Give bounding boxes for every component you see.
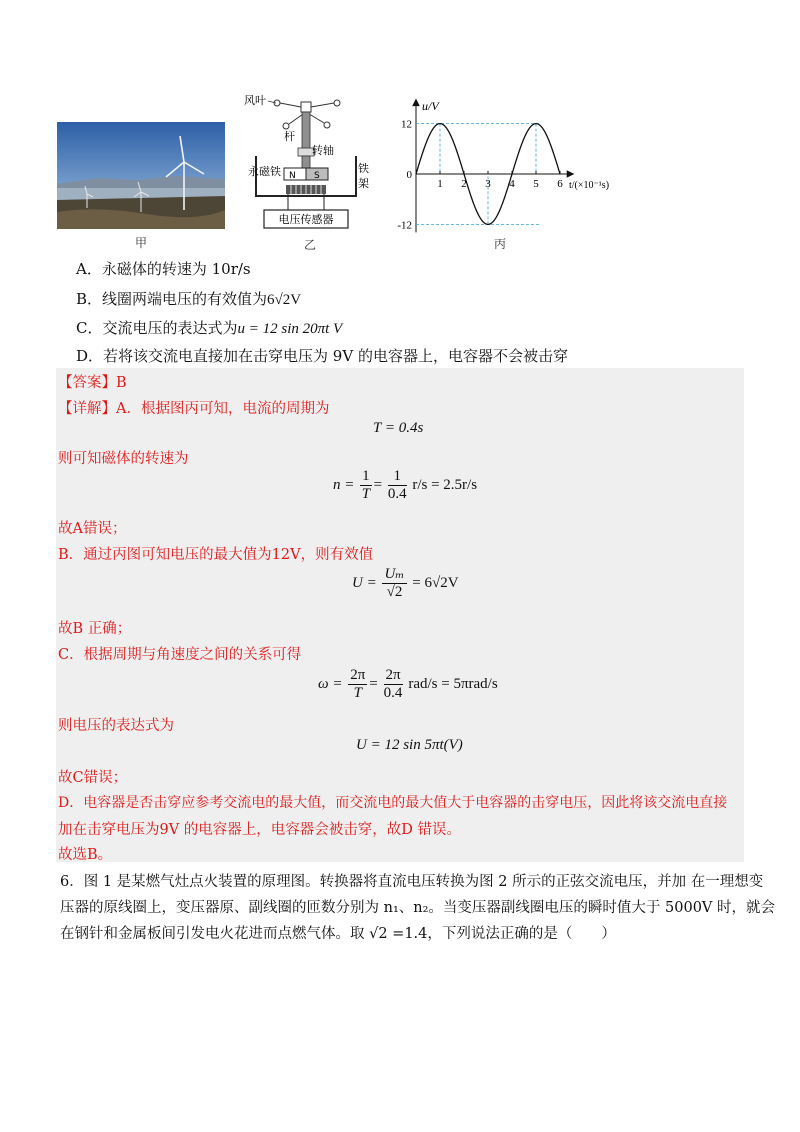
omega-frac-2 (384, 667, 403, 702)
figure-caption-jia: 甲 (134, 236, 147, 250)
rms-rhs: = 6√2V (412, 574, 459, 591)
figure-caption-bing: 丙 (493, 237, 506, 251)
omega-frac-1 (348, 667, 367, 702)
speed-intro: 则可知磁体的转速为 (58, 451, 189, 467)
question-6-line-3: 在钢针和金属板间引发电火花进而点燃气体。取 √2 =1.4，下列说法正确的是（ ） (60, 926, 616, 942)
a-wrong: 故A错误； (58, 521, 127, 537)
speed-lhs: n = (333, 476, 355, 493)
omega-lhs: ω = (318, 675, 343, 692)
speed-frac-1 (360, 468, 372, 503)
detail-a-text: A．根据图丙可知，电流的周期为 (116, 401, 330, 417)
option-b-text: B．线圈两端电压的有效值为 (76, 290, 268, 308)
rms-frac (382, 566, 406, 601)
rod-label: 杆 (284, 130, 295, 143)
x-tick-label-2: 2 (461, 178, 467, 190)
answer-panel (56, 368, 744, 862)
x-tick-label-3: 3 (485, 178, 491, 190)
x-axis-arrow (567, 171, 573, 177)
equation-expression: U = 12 sin 5πt(V) (356, 737, 463, 753)
speed-rhs: r/s = 2.5r/s (412, 476, 478, 493)
equation-speed: n = $\frac{1}{T}$ = $\frac{1}{0.4}$ r/s = 2.5r/s (333, 468, 478, 502)
detail-d-line-2: 加在击穿电压为9V 的电容器上，电容器会被击穿，故D 错误。 (58, 822, 462, 838)
question-6-line-1: 6．图 1 是某燃气灶点火装置的原理图。转换器将直流电压转换为图 2 所示的正弦交流电压，并加 在一理想变 (60, 874, 764, 890)
x-tick-label-4: 4 (509, 178, 515, 190)
generator-diagram (244, 92, 376, 236)
shaft-label: 转轴 (312, 144, 334, 157)
blades-label: 风叶 (244, 94, 266, 107)
figure-caption-yi: 乙 (303, 238, 316, 252)
omega-frac-1-num: 2π (350, 667, 366, 683)
rms-frac-num: Uₘ (384, 566, 405, 582)
omega-frac-2-den: 0.4 (383, 685, 403, 701)
rms-frac-den: √2 (386, 584, 403, 600)
frame-label: 铁 (358, 162, 369, 175)
y-axis-label: u/V (422, 99, 439, 113)
x-tick-label-5: 5 (533, 178, 539, 190)
y-tick-label-2: -12 (397, 219, 412, 232)
question-6-line-2: 压器的原线圈上，变压器原、副线圈的匝数分别为 n₁、n₂。当变压器副线圈电压的瞬时值大于 5000V 时，就会 (60, 900, 775, 916)
option-a: A．永磁体的转速为 10r/s (76, 260, 251, 278)
x-tick-label-1: 1 (437, 178, 443, 190)
x-axis-label: t/(×10⁻¹s) (569, 180, 610, 191)
speed-frac-2-den: 0.4 (387, 486, 407, 502)
x-tick-label-6: 6 (557, 178, 563, 190)
equation-rms (352, 566, 459, 601)
equation-period: T = 0.4s (373, 420, 424, 436)
magnet-s-label: S (314, 171, 320, 181)
rms-lhs: U = (352, 574, 377, 591)
speed-frac-1-den: T (361, 486, 371, 502)
equation-omega: ω = $\frac{2\pi}{T}$ = $\frac{2\pi}{0.4}$ rad/s = 5πrad/s (318, 667, 498, 701)
magnet-label: 永磁铁 (248, 165, 281, 178)
speed-frac-1-num: 1 (362, 468, 370, 484)
option-b-value: 6√2V (267, 292, 302, 308)
option-c-value: u = 12 sin 20πt V (237, 321, 343, 337)
omega-frac-2-num: 2π (385, 667, 401, 683)
sensor-label: 电压传感器 (278, 213, 334, 226)
option-c (76, 317, 342, 338)
detail-label: 【详解】 (58, 401, 116, 417)
voltage-graph (386, 92, 626, 240)
option-b (76, 288, 301, 309)
option-c-text: C．交流电压的表达式为 (76, 319, 238, 337)
detail-d-line-1: D．电容器是否击穿应参考交流电的最大值，而交流电的最大值大于电容器的击穿电压，因此将该交流电直接 (58, 795, 728, 811)
detail-b-line: B．通过丙图可知电压的最大值为12V，则有效值 (58, 547, 374, 563)
voltage-chart-svg (386, 92, 626, 240)
y-tick-label-1: 0 (406, 169, 412, 181)
y-tick-label-0: 12 (401, 118, 412, 131)
option-d: D．若将该交流电直接加在击穿电压为 9V 的电容器上，电容器不会被击穿 (76, 347, 568, 365)
speed-frac-2-num: 1 (388, 468, 407, 486)
expr-intro: 则电压的表达式为 (58, 718, 174, 734)
omega-rhs: rad/s = 5πrad/s (408, 675, 498, 692)
conclusion: 故选B。 (58, 847, 113, 863)
frame-label-2: 架 (358, 177, 369, 190)
omega-frac-1-den: T (353, 685, 362, 701)
b-right: 故B 正确； (58, 621, 132, 637)
speed-frac-2 (388, 468, 407, 503)
detail-c-line: C．根据周期与角速度之间的关系可得 (58, 647, 302, 663)
c-wrong: 故C错误； (58, 770, 128, 786)
magnet-n-label: N (289, 171, 296, 181)
y-axis-arrow (413, 100, 419, 106)
wind-turbine-photo (57, 122, 225, 229)
answer-label: 【答案】B (58, 375, 127, 391)
detail-a-line (58, 397, 329, 418)
